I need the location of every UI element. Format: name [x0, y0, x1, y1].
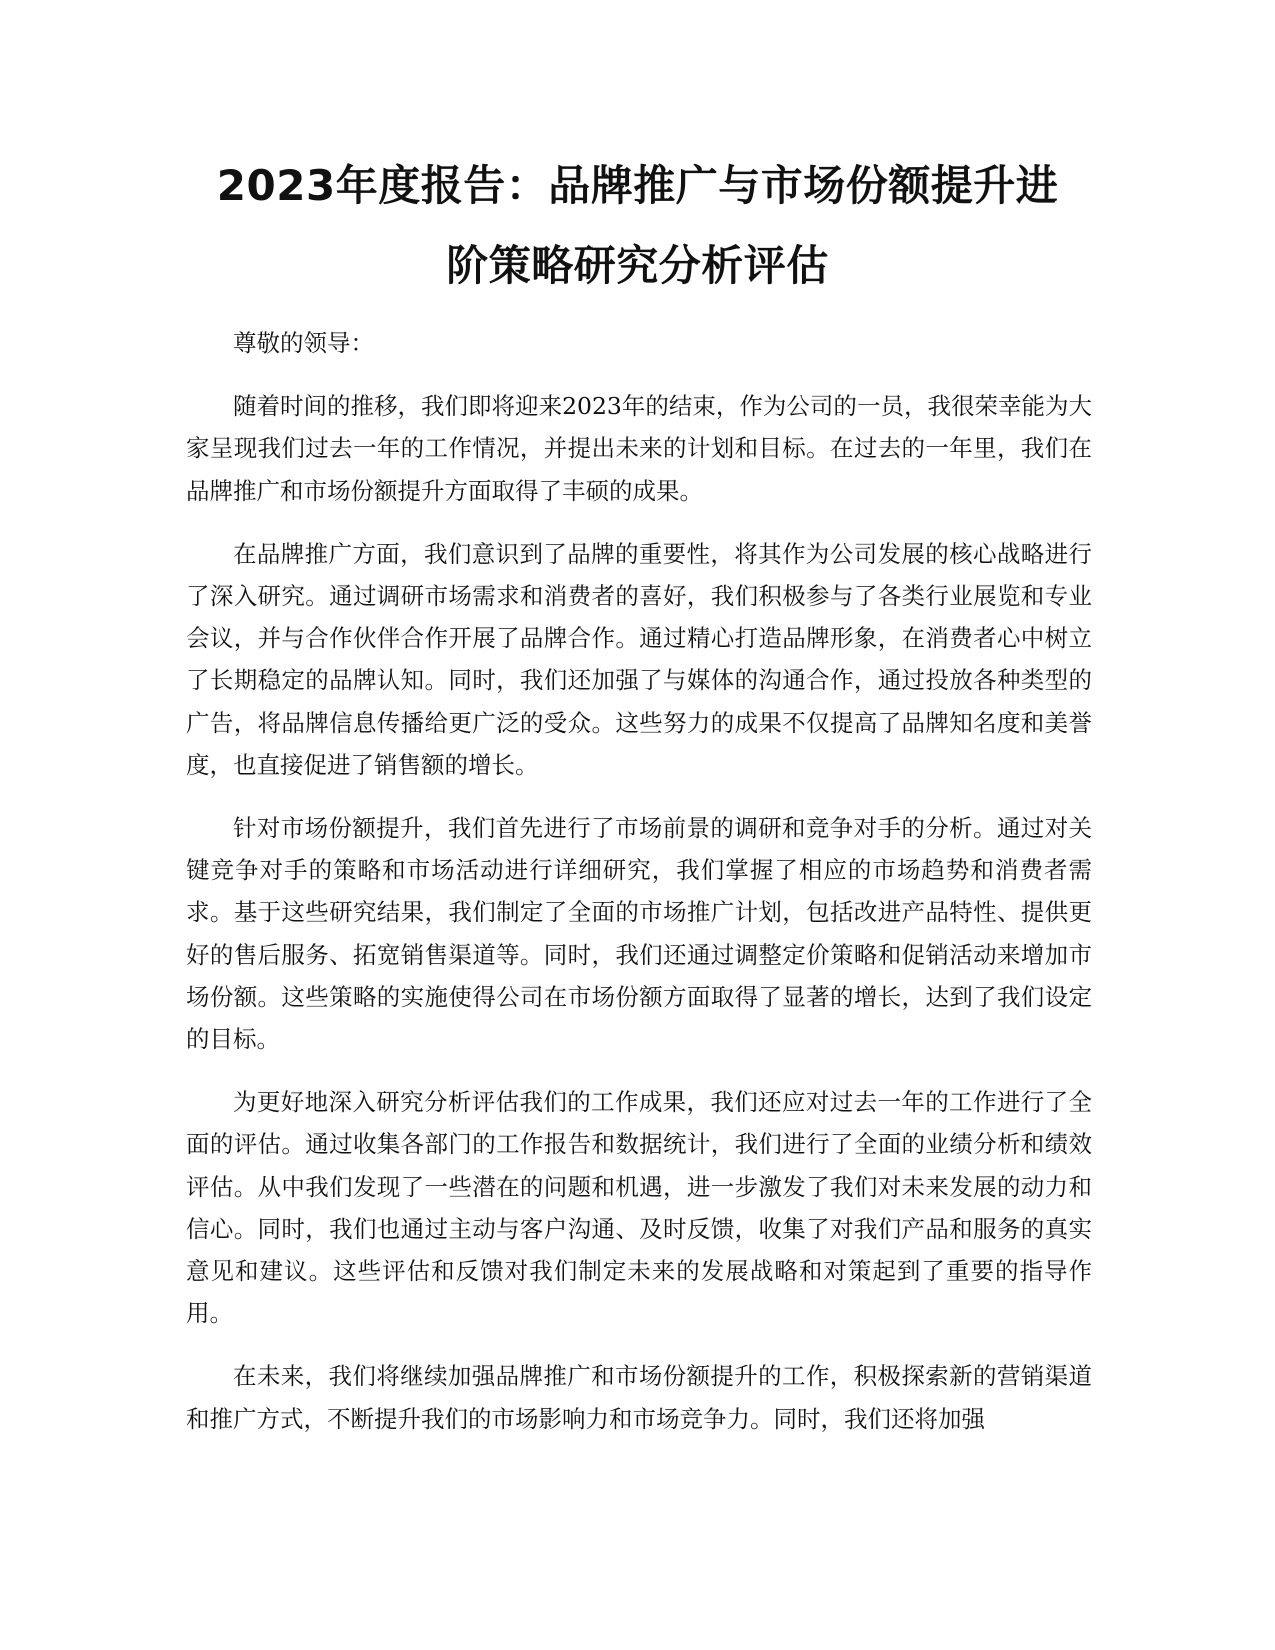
salutation: 尊敬的领导：: [233, 329, 374, 357]
paragraph-3: 针对市场份额提升，我们首先进行了市场前景的调研和竞争对手的分析。通过对关键竞争对手的策略和市场活动进行详细研究，我们掌握了相应的市场趋势和消费者需求。基于这些研究结果，我们制定了全面的市场推广计划，包括改进产品特性、提供更好的售后服务、拓宽销售渠道等。同时，我们还通过调整定价策略和促销活动来增加市场份额。这些策略的实施使得公司在市场份额方面取得了显著的增长，达到了我们设定的目标。: [186, 814, 1092, 1054]
paragraph-2: 在品牌推广方面，我们意识到了品牌的重要性，将其作为公司发展的核心战略进行了深入研究。通过调研市场需求和消费者的喜好，我们积极参与了各类行业展览和专业会议，并与合作伙伴合作开展了品牌合作。通过精心打造品牌形象，在消费者心中树立了长期稳定的品牌认知。同时，我们还加强了与媒体的沟通合作，通过投放各种类型的广告，将品牌信息传播给更广泛的受众。这些努力的成果不仅提高了品牌知名度和美誉度，也直接促进了销售额的增长。: [186, 539, 1092, 779]
document-body: [186, 322, 1092, 1461]
title-line-2: 阶策略研究分析评估: [446, 241, 829, 290]
paragraph-1: 随着时间的推移，我们即将迎来2023年的结束，作为公司的一员，我很荣幸能为大家呈现我们过去一年的工作情况，并提出未来的计划和目标。在过去的一年里，我们在品牌推广和市场份额提升方面取得了丰硕的成果。: [186, 392, 1092, 505]
paragraph-5: 在未来，我们将继续加强品牌推广和市场份额提升的工作，积极探索新的营销渠道和推广方式，不断提升我们的市场影响力和市场竞争力。同时，我们还将加强: [186, 1362, 1092, 1433]
title-line-1: 2023年度报告：品牌推广与市场份额提升进: [216, 161, 1059, 210]
document-title: [150, 146, 1125, 306]
paragraph-4: 为更好地深入研究分析评估我们的工作成果，我们还应对过去一年的工作进行了全面的评估。通过收集各部门的工作报告和数据统计，我们进行了全面的业绩分析和绩效评估。从中我们发现了一些潜在的问题和机遇，进一步激发了我们对未来发展的动力和信心。同时，我们也通过主动与客户沟通、及时反馈，收集了对我们产品和服务的真实意见和建议。这些评估和反馈对我们制定未来的发展战略和对策起到了重要的指导作用。: [186, 1088, 1092, 1328]
